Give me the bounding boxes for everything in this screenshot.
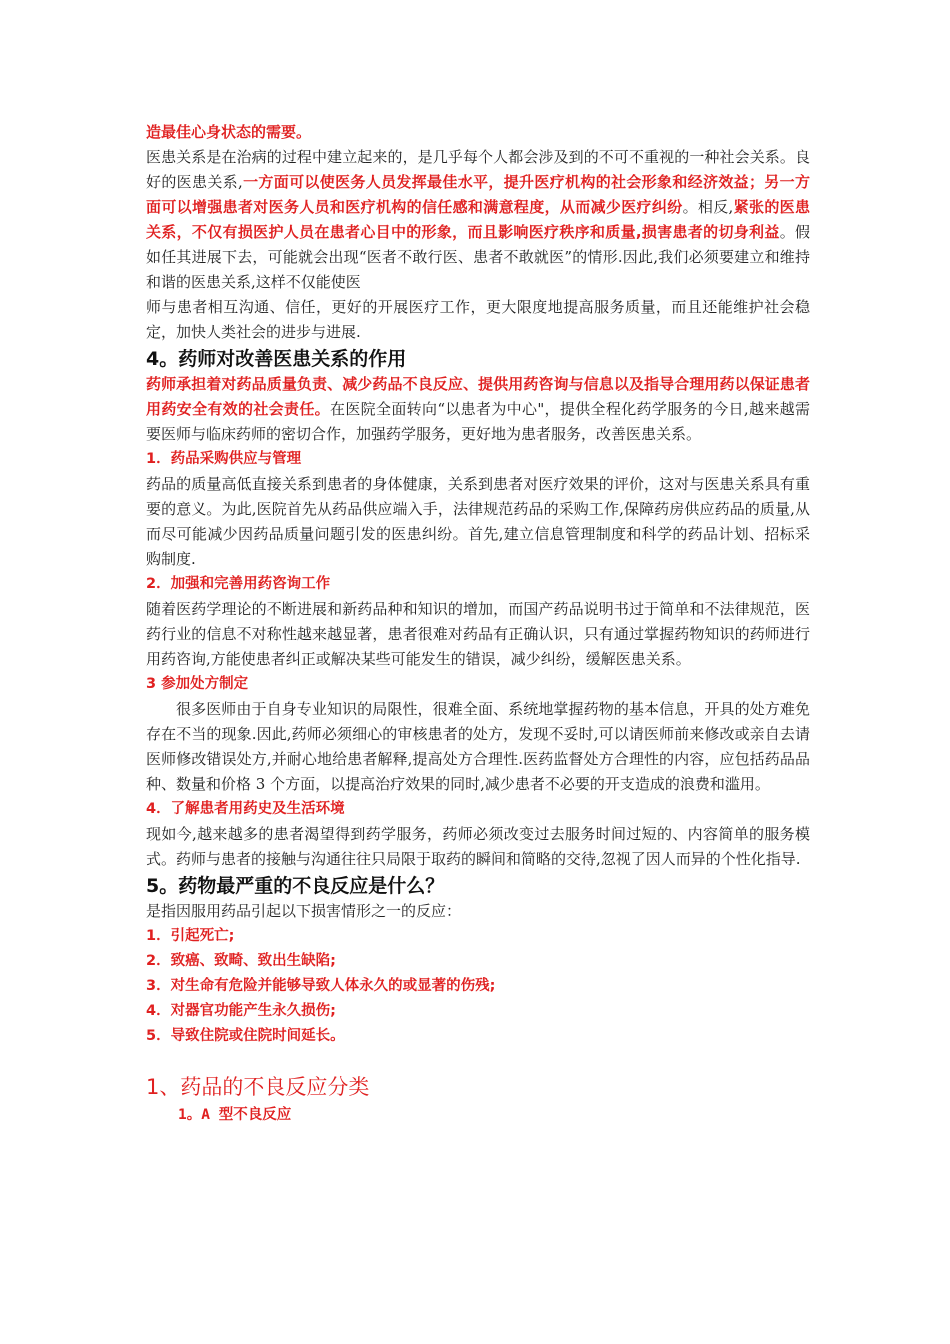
text-normal: 。假如任其进展下去，可能就会出现“医者不敢行医、患者不敢就医”的情形.因此,我们必须要建立和维持和谐的医患关系,这样不仅能使医 <box>146 223 810 291</box>
paragraph-consultation: 随着医药学理论的不断进展和新药品种和知识的增加，而国产药品说明书过于简单和不法律规范，医药行业的信息不对称性越来越显著，患者很难对药品有正确认识，只有通过掌握药物知识的药师进行用药咨询,方能使患者纠正或解决某些可能发生的错误，减少纠纷，缓解医患关系。 <box>146 600 810 668</box>
paragraph-prescription: 很多医师由于自身专业知识的局限性，很难全面、系统地掌握药物的基本信息，开具的处方难免存在不当的现象.因此,药师必须细心的审核患者的处方，发现不妥时,可以请医师前来修改或亲自去请医师修改错误处方,并耐心地给患者解释,提高处方合理性.医药监督处方合理性的内容，应包括药品品种、数量和价格 3 个方面，以提高治疗效果的同时,减少患者不必要的开支造成的浪费和滥用。 <box>146 700 810 793</box>
paragraph-medication-history: 现如今,越来越多的患者渴望得到药学服务，药师必须改变过去服务时间过短的、内容简单的服务模式。药师与患者的接触与沟通往往只局限于取药的瞬间和简略的交待,忽视了因人而异的个性化指导. <box>146 825 810 868</box>
paragraph-pharmacist-role <box>146 372 810 447</box>
subheading-3: 3 参加处方制定 <box>146 676 249 692</box>
paragraph-definition: 是指因服用药品引起以下损害情形之一的反应： <box>146 902 462 920</box>
text-highlight: 药师承担着对药品质量负责、减少药品不良反应、提供用药咨询与信息以及指导合理用药以保证患者用药安全有效的社会责任。 <box>146 375 810 418</box>
list-item: 4．对器官功能产生永久损伤; <box>146 1003 336 1019</box>
chapter-heading: 1、药品的不良反应分类 <box>146 1075 370 1099</box>
list-item: 2．致癌、致畸、致出生缺陷; <box>146 953 336 969</box>
subheading-4: 4．了解患者用药史及生活环境 <box>146 801 345 817</box>
document-page <box>146 120 810 1128</box>
text-normal: 。相反, <box>682 198 734 216</box>
paragraph-doctor-patient-relation <box>146 145 810 295</box>
text-normal: 在医院全面转向“以患者为中心"，提供全程化药学服务的今日,越来越需要医师与临床药师的密切合作，加强药学服务，更好地为患者服务，改善医患关系。 <box>146 400 810 443</box>
subheading-2: 2．加强和完善用药咨询工作 <box>146 576 331 592</box>
subheading-type-a: 1。A 型不良反应 <box>178 1107 292 1123</box>
section-heading-5: 5。药物最严重的不良反应是什么？ <box>146 875 445 897</box>
list-item: 5．导致住院或住院时间延长。 <box>146 1028 345 1044</box>
section-heading-4: 4。药师对改善医患关系的作用 <box>146 348 407 370</box>
text-highlight: 紧张的医患关系，不仅有损医护人员在患者心目中的形象，而且影响医疗秩序和质量,损害患者的切身利益 <box>146 198 810 241</box>
text-highlight: 一方面可以使医务人员发挥最佳水平，提升医疗机构的社会形象和经济效益；另一方面可以增强患者对医务人员和医疗机构的信任感和满意程度，从而减少医疗纠纷 <box>146 173 810 216</box>
paragraph-continuation-2: 师与患者相互沟通、信任，更好的开展医疗工作，更大限度地提高服务质量，而且还能维护社会稳定，加快人类社会的进步与进展. <box>146 298 810 341</box>
spacer <box>146 1049 810 1071</box>
list-item: 3．对生命有危险并能够导致人体永久的或显著的伤残; <box>146 978 496 994</box>
text-normal: 医患关系是在治病的过程中建立起来的，是几乎每个人都会涉及到的不可不重视的一种社会关系。良好的医患关系, <box>146 148 810 191</box>
paragraph-procurement: 药品的质量高低直接关系到患者的身体健康，关系到患者对医疗效果的评价，这对与医患关系具有重要的意义。为此,医院首先从药品供应端入手，法律规范药品的采购工作,保障药房供应药品的质量,从而尽可能减少因药品质量问题引发的医患纠纷。首先,建立信息管理制度和科学的药品计划、招标采购制度. <box>146 475 810 568</box>
list-item: 1．引起死亡; <box>146 928 235 944</box>
paragraph-continuation: 造最佳心身状态的需要。 <box>146 123 312 141</box>
subheading-1: 1．药品采购供应与管理 <box>146 451 302 467</box>
